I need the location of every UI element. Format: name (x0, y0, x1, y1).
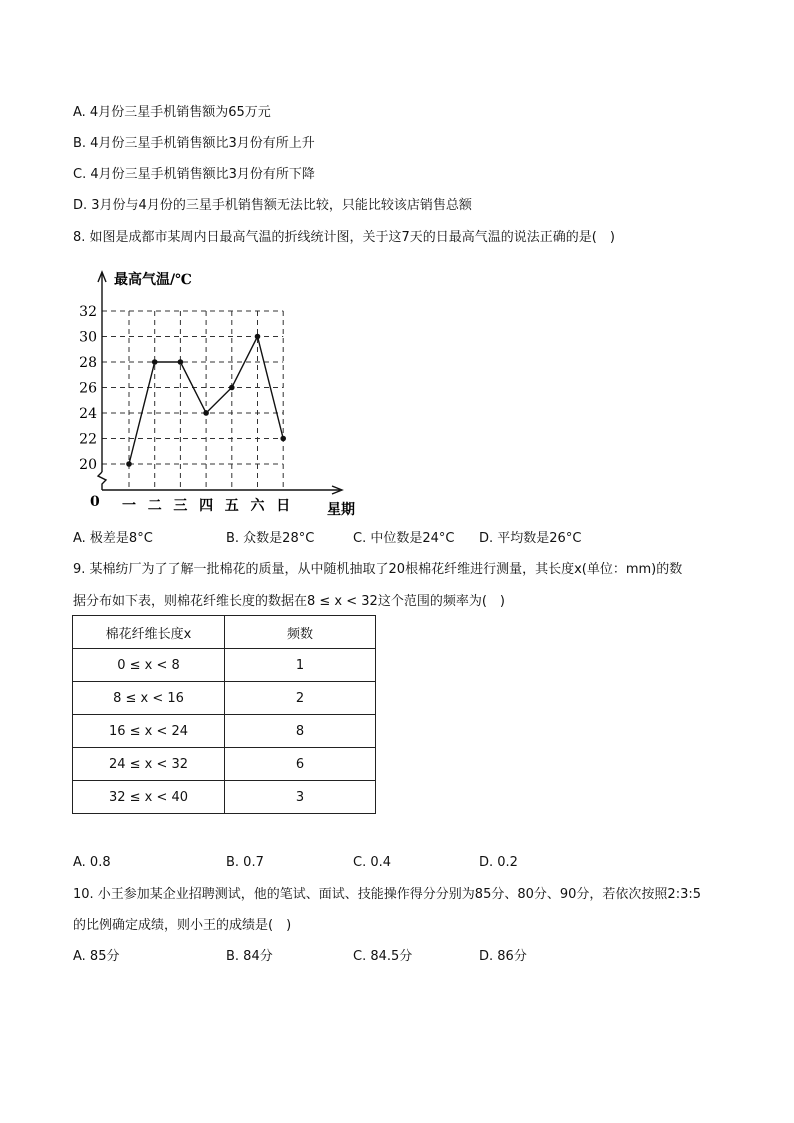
q7-option-c: C. 4月份三星手机销售额比3月份有所下降 (73, 167, 315, 182)
q9-option-b: B. 0.7 (226, 855, 264, 870)
table-cell-count: 1 (225, 649, 376, 682)
q10-option-c: C. 84.5分 (353, 949, 413, 964)
x-tick-label: 日 (276, 498, 291, 514)
table-header-row (73, 616, 376, 649)
table-header-length: 棉花纤维长度x (73, 616, 225, 649)
q8-option-c: C. 中位数是24°C (353, 531, 455, 546)
table-row (73, 715, 376, 748)
data-point (255, 334, 261, 340)
table-row (73, 781, 376, 814)
q10-option-b: B. 84分 (226, 949, 273, 964)
x-tick-label: 二 (147, 498, 162, 514)
table-row (73, 682, 376, 715)
data-point (178, 359, 184, 365)
q9-stem-line2: 据分布如下表，则棉花纤维长度的数据在8 ≤ x < 32这个范围的频率为( ) (73, 594, 505, 609)
data-point (152, 359, 158, 365)
table-cell-range: 8 ≤ x < 16 (73, 682, 225, 715)
data-point (229, 385, 235, 391)
table-cell-count: 8 (225, 715, 376, 748)
q9-stem-line1: 9. 某棉纺厂为了了解一批棉花的质量，从中随机抽取了20根棉花纤维进行测量，其长度x(单位：mm)的数 (73, 562, 683, 577)
table-cell-count: 3 (225, 781, 376, 814)
x-tick-label: 一 (122, 498, 136, 514)
q7-option-b: B. 4月份三星手机销售额比3月份有所上升 (73, 136, 315, 151)
temperature-line-chart (72, 262, 372, 522)
table-cell-range: 16 ≤ x < 24 (73, 715, 225, 748)
x-tick-label: 三 (173, 498, 188, 514)
q7-option-d: D. 3月份与4月份的三星手机销售额无法比较，只能比较该店销售总额 (73, 198, 472, 213)
y-tick-label: 26 (79, 380, 97, 397)
q9-option-c: C. 0.4 (353, 855, 392, 870)
table-cell-range: 0 ≤ x < 8 (73, 649, 225, 682)
y-axis-label: 最高气温/℃ (114, 272, 192, 288)
q8-stem: 8. 如图是成都市某周内日最高气温的折线统计图，关于这7天的日最高气温的说法正确的是( ) (73, 230, 615, 245)
y-tick-label: 30 (79, 329, 97, 346)
x-tick-label: 四 (199, 498, 214, 514)
q10-option-d: D. 86分 (479, 949, 527, 964)
data-point (203, 410, 209, 416)
q10-stem-line2: 的比例确定成绩，则小王的成绩是( ) (73, 918, 292, 933)
origin-label: 0 (90, 494, 100, 510)
series-line (129, 337, 283, 465)
q9-option-a: A. 0.8 (73, 855, 111, 870)
data-point (126, 461, 132, 467)
data-point (280, 436, 286, 442)
x-tick-label: 五 (224, 498, 239, 514)
q8-option-b: B. 众数是28°C (226, 531, 315, 546)
table-cell-count: 6 (225, 748, 376, 781)
axis-break (98, 472, 106, 490)
y-tick-label: 20 (79, 457, 97, 473)
q10-option-a: A. 85分 (73, 949, 120, 964)
y-tick-label: 32 (79, 304, 97, 320)
q7-option-a: A. 4月份三星手机销售额为65万元 (73, 105, 271, 120)
table-row (73, 748, 376, 781)
y-tick-label: 24 (79, 406, 97, 422)
y-tick-label: 28 (79, 355, 97, 371)
table-cell-range: 32 ≤ x < 40 (73, 781, 225, 814)
table-cell-count: 2 (225, 682, 376, 715)
q9-option-d: D. 0.2 (479, 855, 518, 870)
q8-option-a: A. 极差是8°C (73, 531, 153, 546)
table-cell-range: 24 ≤ x < 32 (73, 748, 225, 781)
frequency-table (72, 615, 376, 814)
table-row (73, 649, 376, 682)
x-tick-label: 六 (250, 498, 265, 514)
table-header-frequency: 频数 (225, 616, 376, 649)
x-axis-label: 星期 (327, 502, 355, 518)
q8-option-d: D. 平均数是26°C (479, 531, 582, 546)
y-tick-label: 22 (79, 431, 97, 448)
q10-stem-line1: 10. 小王参加某企业招聘测试，他的笔试、面试、技能操作得分分别为85分、80分、90分，若依次按照2:3:5 (73, 887, 702, 902)
